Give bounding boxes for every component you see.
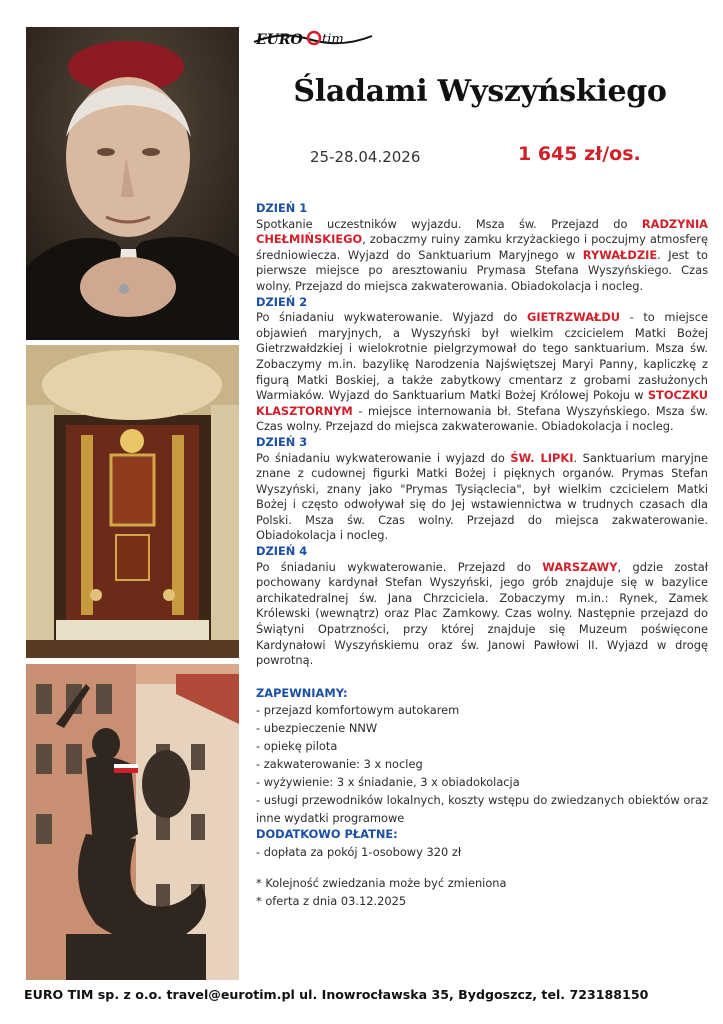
day-description: [256, 310, 708, 435]
text-segment: Po śniadaniu wykwaterowanie i wyjazd do: [256, 450, 511, 465]
extra-payment-list: [256, 843, 708, 861]
text-segment: . Sanktuarium maryjne znane z cudownej figurki Matki Bożej i pięknych organów. Prymas Stefan Wyszyński, znany jako "Prymas Tysiąclecia", był wielkim czcicielem Matki Bożej i często odwoływał się do Jej wstawiennictwa w trudnych czasach dla Polski. Msza św. Czas wolny. Przejazd do miejsca zakwaterowanie. Obiadokolacja i nocleg.: [256, 450, 709, 543]
photo-warsaw-mermaid: [26, 664, 239, 980]
itinerary: [256, 201, 708, 910]
place-name: GIETRZWAŁDU: [526, 310, 621, 325]
place-name: ŚW. LIPKI: [510, 450, 574, 465]
notes: [256, 874, 708, 910]
day-2: [256, 295, 708, 435]
place-name: WARSZAWY: [542, 559, 618, 574]
text-segment: - miejsce internowania bł. Stefana Wyszyńskiego. Msza św. Czas wolny. Przejazd do miejsca zakwaterowanie. Obiadokolacja i nocleg.: [256, 403, 708, 434]
list-item: - usługi przewodników lokalnych, koszty wstępu do zwiedzanych obiektów oraz inne wydatki programowe: [256, 793, 708, 826]
list-item: - przejazd komfortowym autokarem: [256, 703, 460, 718]
guarantee-heading: ZAPEWNIAMY:: [256, 685, 348, 700]
day-heading: DZIEŃ 4: [256, 544, 308, 559]
day-1: [256, 201, 708, 295]
day-heading: DZIEŃ 1: [256, 201, 308, 215]
extra-payment-heading: DODATKOWO PŁATNE:: [256, 827, 398, 842]
place-name: RADZYNIA CHEŁMIŃSKIEGO: [256, 216, 708, 247]
svg-text:tim: tim: [322, 32, 344, 47]
list-item: - opiekę pilota: [256, 739, 338, 754]
trip-dates: 25-28.04.2026: [310, 148, 421, 166]
text-segment: . Jest to pierwsze miejsce po aresztowaniu Prymasa Stefana Wyszyńskiego. Czas wolny. Przejazd do miejsca zakwaterowania. Obiadokolacja i nocleg.: [256, 247, 708, 293]
day-4: [256, 544, 708, 669]
day-description: [256, 451, 708, 545]
text-segment: , gdzie został pochowany kardynał Stefan Wyszyński, jego grób znajduje się w bazylice archikatedralnej św. Jana Chrzciciela. Zobaczymy m.in.: Rynek, Zamek Królewski (wewnątrz) oraz Plac Zamkowy. Czas wolny. Następnie przejazd do Świątyni Opatrzności, przy której znajduje się Muzeum poświęcone Kardynałowi Wyszyńskiemu oraz św. Janowi Pawłowi II. Wyjazd w drogę powrotną.: [256, 559, 708, 668]
list-item: - ubezpieczenie NNW: [256, 721, 378, 736]
list-item: - wyżywienie: 3 x śniadanie, 3 x obiadokolacja: [256, 775, 520, 790]
day-3: [256, 435, 708, 544]
footer-contact: EURO TIM sp. z o.o. travel@eurotim.pl ul. Inowrocławska 35, Bydgoszcz, tel. 723188150: [24, 987, 649, 1002]
list-item: - dopłata za pokój 1-osobowy 320 zł: [256, 845, 462, 859]
day-heading: DZIEŃ 2: [256, 294, 308, 309]
place-name: STOCZKU KLASZTORNYM: [256, 388, 708, 418]
trip-price: 1 645 zł/os.: [518, 143, 641, 165]
svg-text:EURO: EURO: [256, 32, 303, 48]
text-segment: Po śniadaniu wykwaterowanie. Wyjazd do: [256, 310, 527, 325]
text-segment: Spotkanie uczestników wyjazdu. Msza św. Przejazd do: [256, 216, 642, 231]
day-description: [256, 560, 708, 669]
text-segment: - to miejsce objawień maryjnych, a Wyszyński był wielkim czcicielem Matki Bożej Gietrzwałdzkiej i wielokrotnie pielgrzymował do tego sanktuarium. Msza św. Zobaczymy m.in. bazylikę Narodzenia Najświętszej Maryi Panny, kapliczkę z figurą Matki Boskiej, a także zabytkowy cmentarz z grobami zasłużonych Warmiaków. Wyjazd do Sanktuarium Matki Bożej Królowej Pokoju w: [256, 310, 708, 403]
page-title: Śladami Wyszyńskiego: [293, 74, 667, 109]
text-segment: Po śniadaniu wykwaterowanie. Przejazd do: [256, 559, 543, 574]
day-description: [256, 217, 708, 295]
list-item: - zakwaterowanie: 3 x nocleg: [256, 757, 423, 772]
guarantee-list: [256, 701, 708, 827]
photo-basilica-altar: [26, 345, 239, 658]
day-heading: DZIEŃ 3: [256, 434, 308, 449]
text-segment: , zobaczmy ruiny zamku krzyżackiego i poczujmy atmosferę średniowiecza. Wyjazd do Sanktuarium Maryjnego w: [256, 232, 708, 262]
place-name: RYWAŁDZIE: [582, 247, 658, 262]
photo-cardinal-portrait: [26, 27, 239, 340]
note: * Kolejność zwiedzania może być zmieniona: [256, 876, 507, 890]
eurotim-logo: [252, 28, 402, 50]
note: * oferta z dnia 03.12.2025: [256, 894, 407, 908]
